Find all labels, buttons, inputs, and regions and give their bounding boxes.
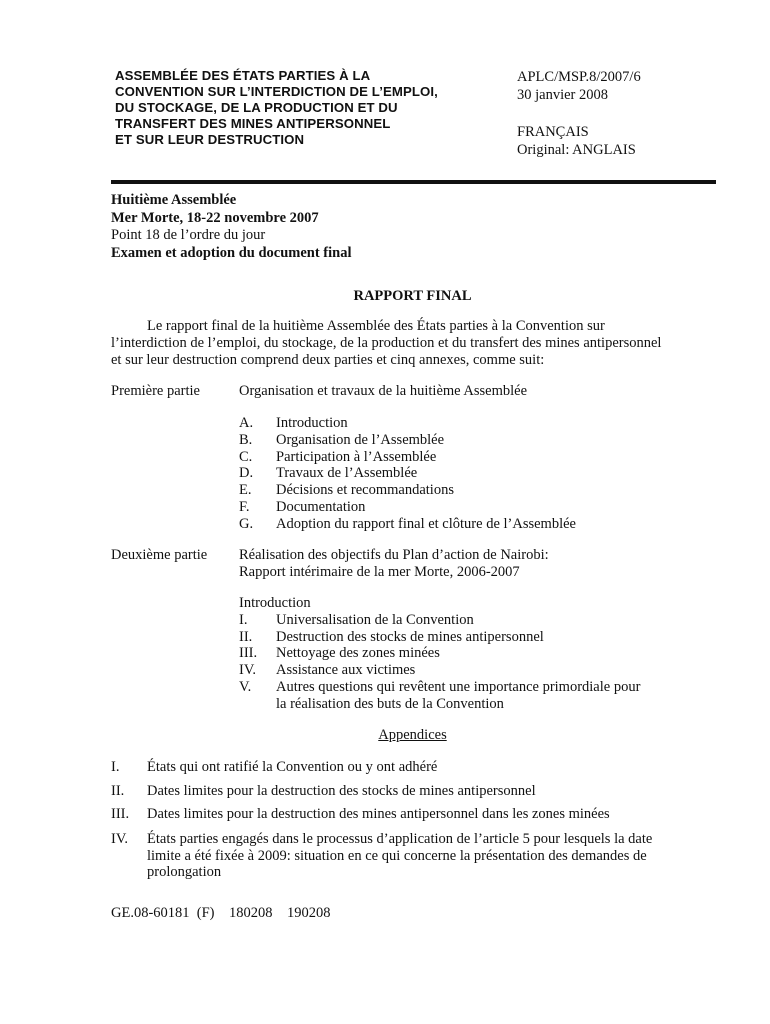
meeting-info [111, 192, 352, 262]
document-original-language: Original: ANGLAIS [517, 142, 636, 158]
appendices-title: Appendices [378, 727, 447, 743]
intro-line: l’interdiction de l’emploi, du stockage, de la production et du transfert des mines antipersonnel [111, 335, 662, 351]
document-symbol: APLC/MSP.8/2007/6 [517, 69, 641, 85]
org-line: ET SUR LEUR DESTRUCTION [115, 132, 305, 147]
intro-line: et sur leur destruction comprend deux parties et cinq annexes, comme suit: [111, 352, 545, 368]
intro-line: Le rapport final de la huitième Assemblée des États parties à la Convention sur [147, 318, 605, 334]
meeting-place-dates: Mer Morte, 18-22 novembre 2007 [111, 209, 319, 226]
part2-title-line: Réalisation des objectifs du Plan d’action de Nairobi: [239, 547, 549, 563]
part1-title: Organisation et travaux de la huitième Assemblée [239, 383, 528, 399]
appendix-item: III. Dates limites pour la destruction des mines antipersonnel dans les zones minées [111, 806, 610, 822]
document-footer-code: GE.08-60181 (F) 180208 190208 [111, 905, 331, 921]
document-reference [517, 68, 641, 159]
header-divider [111, 180, 716, 184]
agenda-title: Examen et adoption du document final [111, 244, 352, 261]
document-language: FRANÇAIS [517, 124, 589, 140]
agenda-item: Point 18 de l’ordre du jour [111, 227, 266, 243]
part1-label: Première partie [111, 383, 200, 399]
appendix-item: IV. États parties engagés dans le processus d’application de l’article 5 pour lesquels la date limite a été fixée à 2009: situation en ce qui concerne la présentation des demandes de prolongation [111, 831, 653, 880]
org-line: ASSEMBLÉE DES ÉTATS PARTIES À LA [115, 68, 371, 83]
part2-label: Deuxième partie [111, 547, 208, 563]
appendix-item: I. États qui ont ratifié la Convention ou y ont adhéré [111, 759, 438, 775]
appendix-item: II. Dates limites pour la destruction des stocks de mines antipersonnel [111, 783, 536, 799]
part2-title [239, 547, 549, 581]
org-line: CONVENTION SUR L’INTERDICTION DE L’EMPLOI, [115, 84, 438, 99]
report-title: RAPPORT FINAL [353, 288, 472, 304]
document-date: 30 janvier 2008 [517, 87, 609, 103]
meeting-name: Huitième Assemblée [111, 192, 237, 208]
intro-paragraph [111, 318, 716, 369]
organization-title [115, 68, 495, 148]
org-line: TRANSFERT DES MINES ANTIPERSONNEL [115, 116, 391, 131]
part2-title-line: Rapport intérimaire de la mer Morte, 2006-2007 [239, 564, 520, 580]
org-line: DU STOCKAGE, DE LA PRODUCTION ET DU [115, 100, 398, 115]
